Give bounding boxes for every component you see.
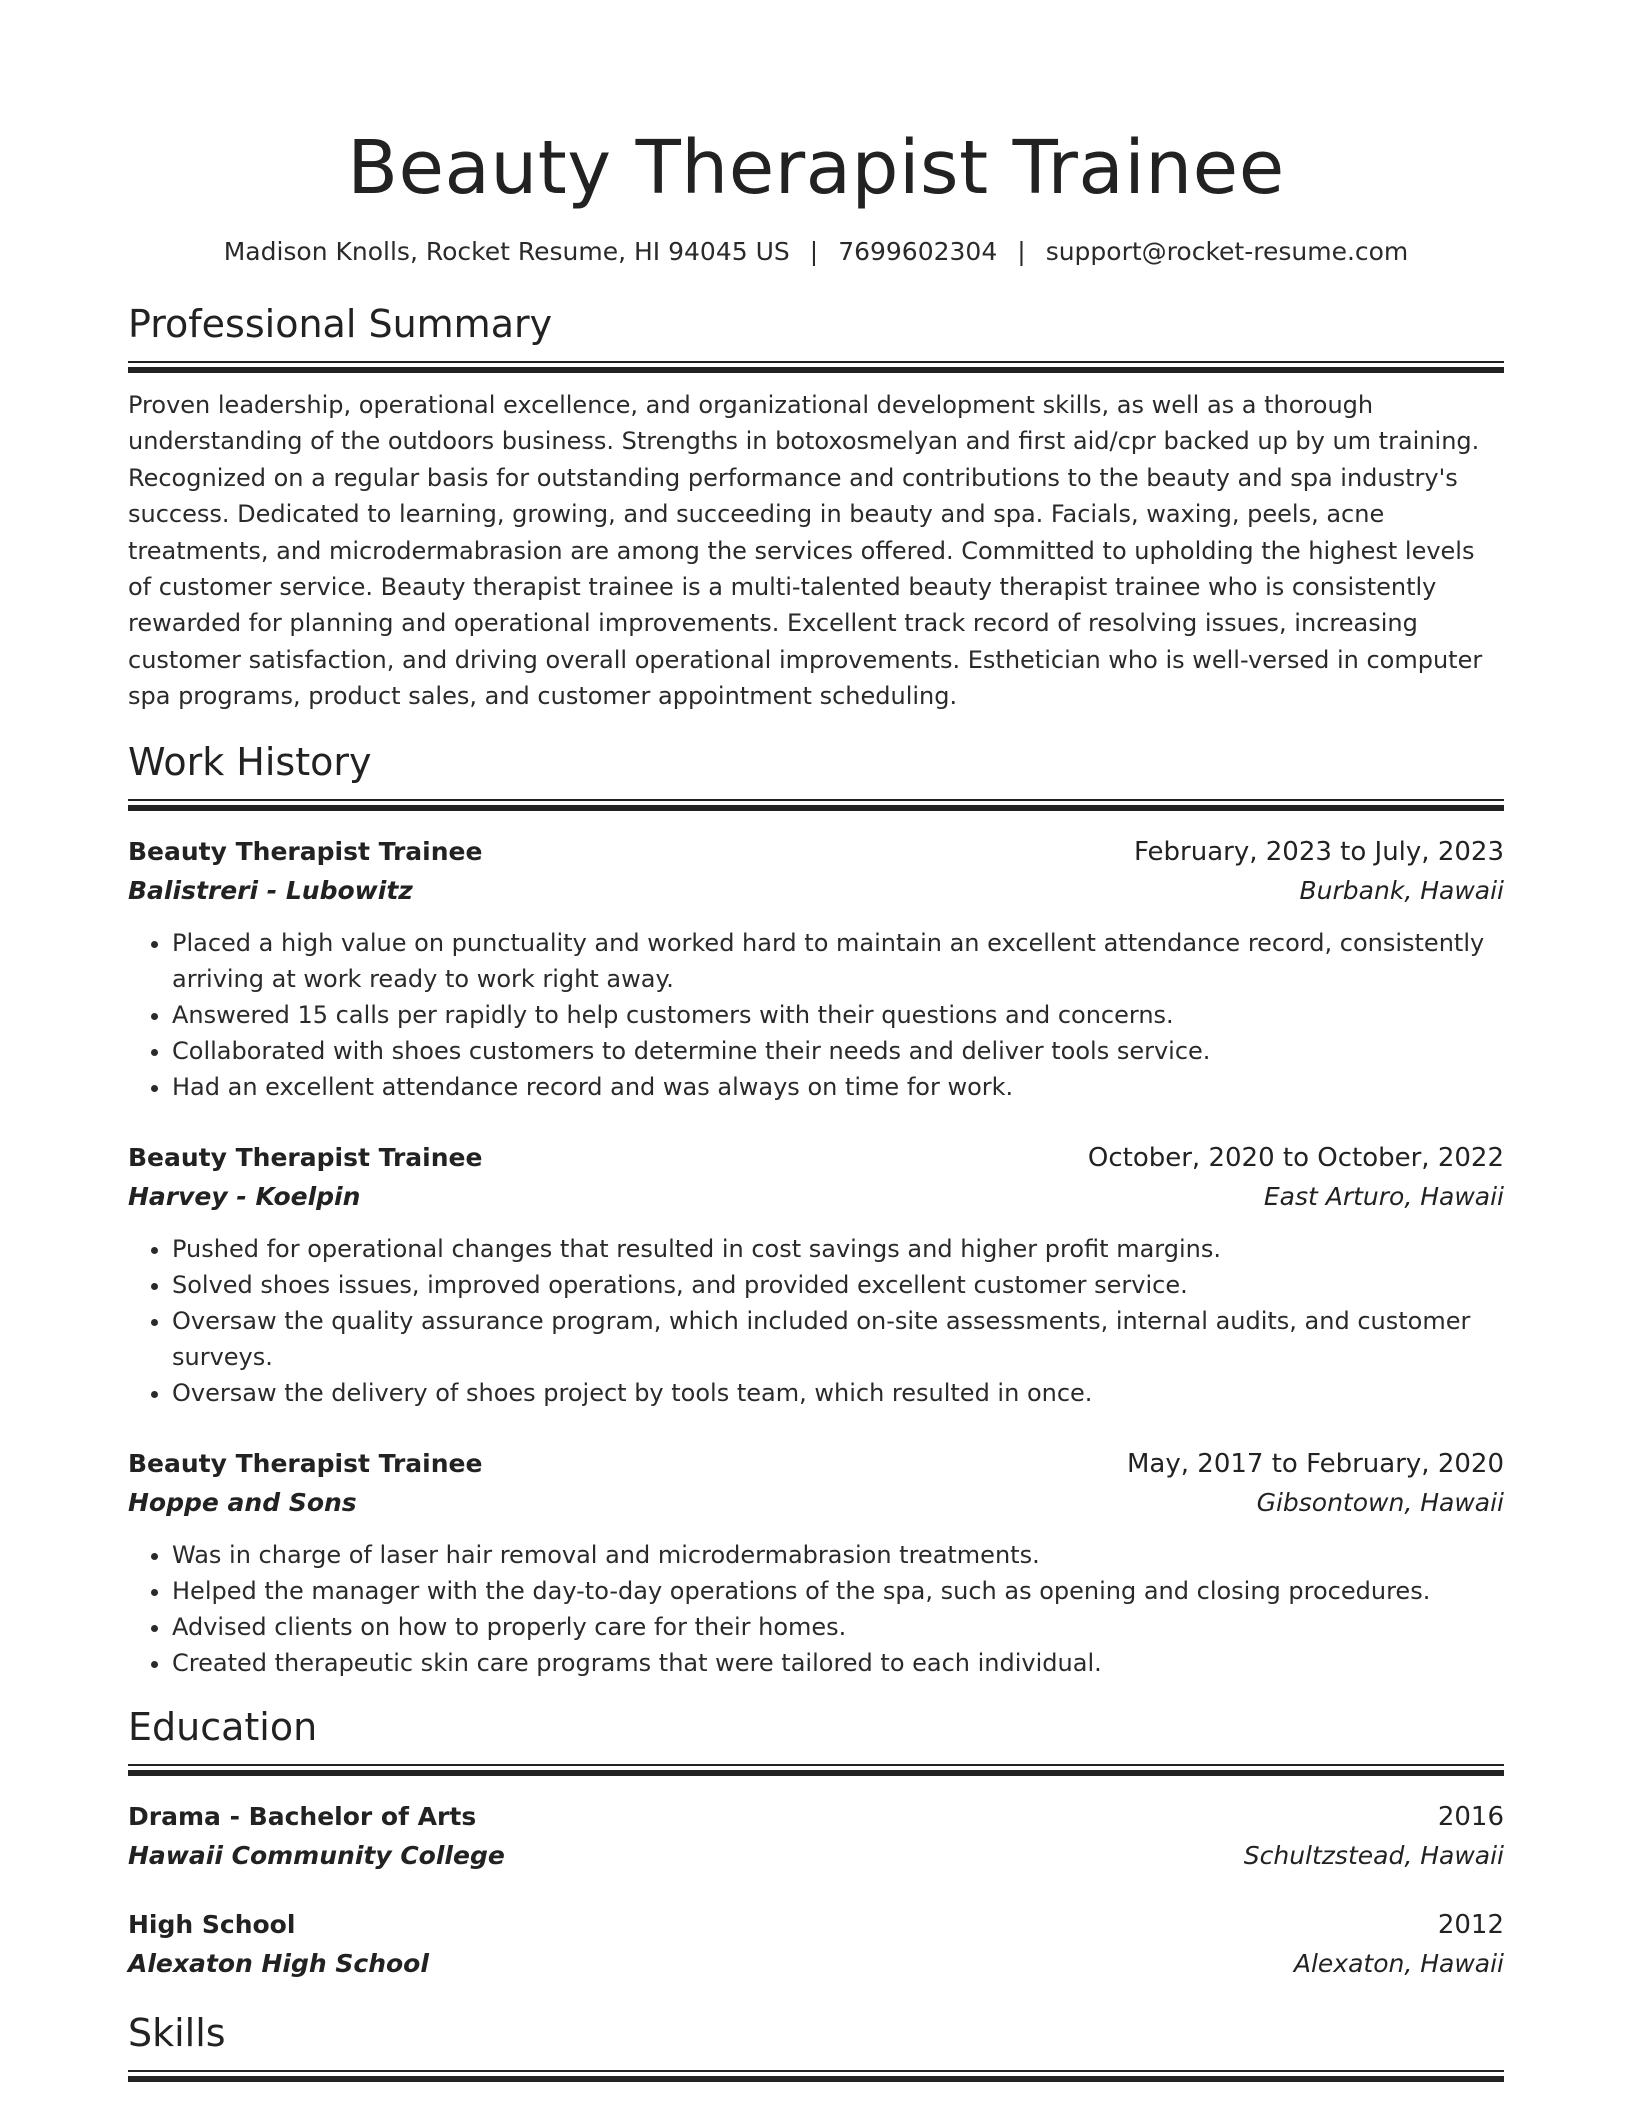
work-history-section: [128, 737, 1504, 1682]
education-location: Alexaton, Hawaii: [1293, 1948, 1504, 1978]
job-title: Beauty Therapist Trainee: [128, 1448, 483, 1478]
section-title-skills: Skills: [128, 2010, 226, 2055]
job-bullet: • Answered 15 calls per rapidly to help customers with their questions and concerns.: [172, 997, 1504, 1033]
job-entry: [128, 1139, 1504, 1412]
job-company: Hoppe and Sons: [128, 1487, 357, 1517]
job-bullet: • Created therapeutic skin care programs that were tailored to each individual.: [172, 1645, 1504, 1681]
section-title-education: Education: [128, 1704, 318, 1749]
contact-separator: |: [1017, 237, 1026, 266]
job-location: East Arturo, Hawaii: [1263, 1181, 1504, 1211]
contact-line: [128, 234, 1504, 270]
job-bullet: • Oversaw the quality assurance program, which included on-site assessments, internal audits, and customer surveys.: [172, 1303, 1504, 1375]
education-degree: High School: [128, 1909, 296, 1939]
job-dates: February, 2023 to July, 2023: [1134, 836, 1504, 867]
job-entry: [128, 1445, 1504, 1682]
section-divider: [128, 1764, 1504, 1776]
section-divider: [128, 2070, 1504, 2082]
education-year: 2016: [1437, 1801, 1504, 1832]
job-location: Gibsontown, Hawaii: [1256, 1487, 1504, 1517]
job-bullet: • Had an excellent attendance record and was always on time for work.: [172, 1069, 1504, 1105]
job-location: Burbank, Hawaii: [1299, 875, 1504, 905]
job-bullet: • Helped the manager with the day-to-day operations of the spa, such as opening and closing procedures.: [172, 1573, 1504, 1609]
contact-email[interactable]: support@rocket-resume.com: [1045, 237, 1409, 266]
job-company: Balistreri - Lubowitz: [128, 875, 413, 905]
job-bullets: [128, 925, 1504, 1106]
job-title: Beauty Therapist Trainee: [128, 836, 483, 866]
job-bullet: • Solved shoes issues, improved operations, and provided excellent customer service.: [172, 1267, 1504, 1303]
education-entry: [128, 1798, 1504, 1876]
skills-section: [128, 2008, 1504, 2082]
job-entry: [128, 833, 1504, 1106]
education-entry: [128, 1906, 1504, 1984]
job-bullet: • Placed a high value on punctuality and worked hard to maintain an excellent attendance record, consistently arriving at work ready to work right away.: [172, 925, 1504, 997]
section-divider: [128, 361, 1504, 373]
education-location: Schultzstead, Hawaii: [1243, 1840, 1504, 1870]
contact-address: Madison Knolls, Rocket Resume, HI 94045 US: [223, 237, 790, 266]
education-degree: Drama - Bachelor of Arts: [128, 1801, 477, 1831]
job-company: Harvey - Koelpin: [128, 1181, 361, 1211]
summary-section: [128, 299, 1504, 715]
education-year: 2012: [1437, 1909, 1504, 1940]
job-bullets: [128, 1231, 1504, 1412]
job-dates: October, 2020 to October, 2022: [1087, 1142, 1504, 1173]
resume-page: [128, 0, 1504, 2082]
job-title: Beauty Therapist Trainee: [128, 1142, 483, 1172]
contact-separator: |: [809, 237, 819, 266]
section-title-summary: Professional Summary: [128, 302, 553, 346]
section-title-work-history: Work History: [128, 739, 372, 784]
job-dates: May, 2017 to February, 2020: [1127, 1448, 1504, 1479]
education-section: [128, 1702, 1504, 1984]
job-bullets: [128, 1537, 1504, 1682]
job-bullet: • Oversaw the delivery of shoes project by tools team, which resulted in once.: [172, 1375, 1504, 1411]
education-school: Hawaii Community College: [128, 1840, 505, 1870]
candidate-name: Beauty Therapist Trainee: [347, 125, 1285, 211]
job-bullet: • Pushed for operational changes that resulted in cost savings and higher profit margins.: [172, 1231, 1504, 1267]
summary-text: Proven leadership, operational excellence, and organizational development skills, as well as a thorough understanding of the outdoors business. Strengths in botoxosmelyan and first aid/cpr backed up by um training. Recognized on a regular basis for outstanding performance and contributions to the beauty and spa industry's success. Dedicated to learning, growing, and succeeding in beauty and spa. Facials, waxing, peels, acne treatments, and microdermabrasion are among the services offered. Committed to upholding the highest levels of customer service. Beauty therapist trainee is a multi-talented beauty therapist trainee who is consistently rewarded for planning and operational improvements. Excellent track record of resolving issues, increasing customer satisfaction, and driving overall operational improvements. Esthetician who is well-versed in computer spa programs, product sales, and customer appointment scheduling.: [128, 391, 1483, 711]
contact-phone: 7699602304: [838, 237, 998, 266]
job-bullet: • Collaborated with shoes customers to determine their needs and deliver tools service.: [172, 1033, 1504, 1069]
job-bullet: • Was in charge of laser hair removal and microdermabrasion treatments.: [172, 1537, 1504, 1573]
education-school: Alexaton High School: [128, 1948, 429, 1978]
section-divider: [128, 799, 1504, 811]
job-bullet: • Advised clients on how to properly care for their homes.: [172, 1609, 1504, 1645]
